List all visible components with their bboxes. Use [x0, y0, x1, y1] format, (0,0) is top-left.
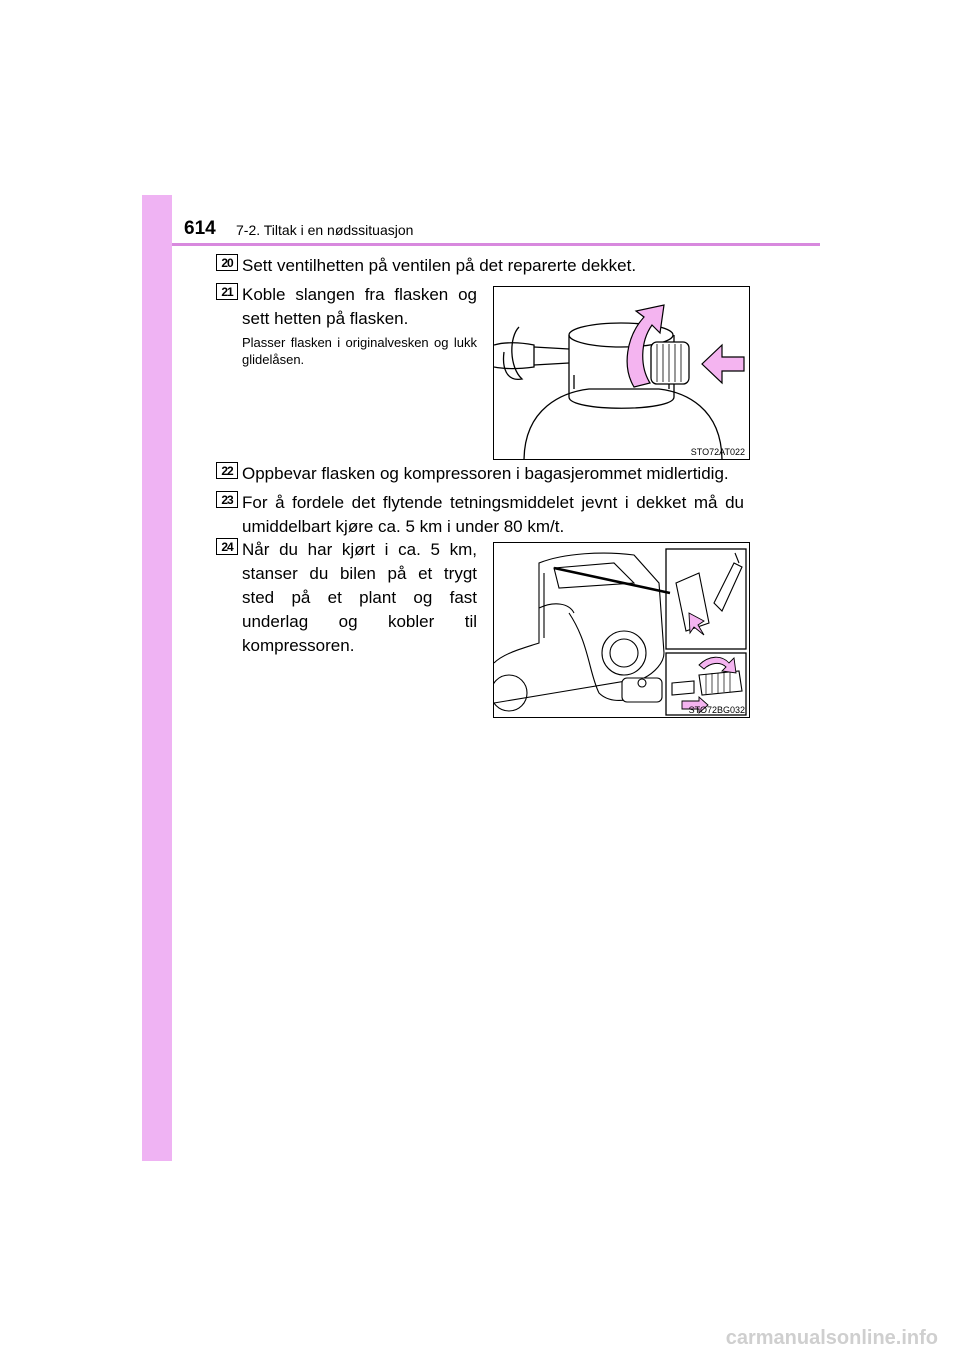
figure-bottle-cap	[493, 286, 750, 460]
step-number-23: 23	[216, 491, 238, 508]
figure-compressor-connect	[493, 542, 750, 718]
push-arrow-icon	[702, 345, 744, 383]
compressor-icon	[622, 678, 662, 702]
step-text-24: Når du har kjørt i ca. 5 km, stanser du bilen på et trygt sted på et plant og fast underlag og kobler til kompressoren.	[242, 540, 477, 655]
step-text-20: Sett ventilhetten på ventilen på det reparerte dekket.	[242, 256, 637, 275]
step-number-21: 21	[216, 283, 238, 300]
figure-code: STO72AT022	[690, 447, 745, 457]
step-number-24: 24	[216, 538, 238, 555]
figure-code: STO72BG032	[688, 705, 745, 715]
step-text-22: Oppbevar flasken og kompressoren i bagasjerommet midlertidig.	[242, 464, 729, 483]
step-number-22: 22	[216, 462, 238, 479]
page-number: 614	[184, 218, 216, 239]
step-text-21: Koble slangen fra flasken og sett hetten på flasken.	[242, 285, 477, 328]
car-compressor-illustration	[494, 543, 750, 718]
bottle-illustration	[494, 287, 750, 460]
chapter-sidebar-tab	[142, 195, 172, 1161]
step-number-20: 20	[216, 254, 238, 271]
watermark: carmanualsonline.info	[725, 1327, 938, 1349]
header-divider	[172, 243, 820, 246]
step-note-21: Plasser flasken i originalvesken og lukk glidelåsen.	[242, 335, 477, 367]
section-title: 7-2. Tiltak i en nødssituasjon	[236, 222, 414, 238]
step-text-23: For å fordele det flytende tetningsmiddelet jevnt i dekket må du umiddelbart kjøre ca. 5 km i under 80 km/t.	[242, 493, 744, 536]
